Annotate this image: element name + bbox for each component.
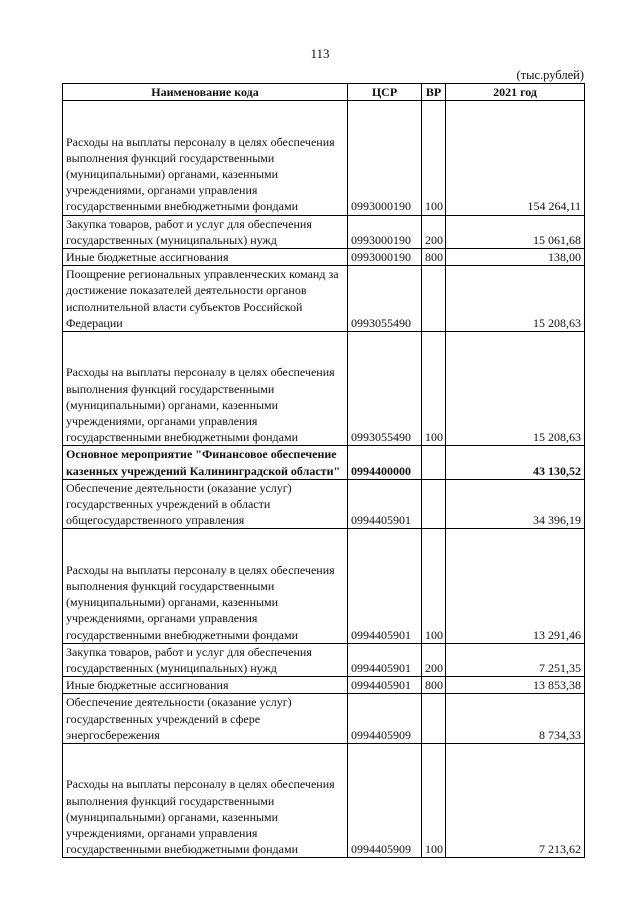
row-csr: 0993000190 — [348, 101, 422, 215]
table-header-row — [63, 84, 585, 101]
row-amount: 34 396,19 — [446, 479, 585, 529]
budget-table — [62, 83, 585, 858]
header-csr: ЦСР — [348, 84, 422, 101]
row-name-cell — [63, 249, 348, 266]
row-csr: 0994405901 — [348, 677, 422, 694]
table-body — [63, 101, 585, 858]
row-csr: 0993000190 — [348, 249, 422, 266]
row-name-cell — [63, 215, 348, 248]
row-amount: 8 734,33 — [446, 694, 585, 744]
row-vr — [422, 479, 446, 529]
header-vr: ВР — [422, 84, 446, 101]
row-csr: 0993055490 — [348, 266, 422, 332]
row-vr: 100 — [422, 332, 446, 446]
row-csr: 0994405901 — [348, 529, 422, 643]
row-name: Поощрение региональных управленческих команд за достижение показателей деятельности органов исполнительной власти субъектов Российской Федерации — [66, 267, 339, 330]
header-amount: 2021 год — [446, 84, 585, 101]
row-name: Обеспечение деятельности (оказание услуг) государственных учреждений в области общегосударственного управления — [66, 480, 292, 528]
table-row — [63, 266, 585, 332]
row-name-cell — [63, 446, 348, 479]
units-label: (тыс.рублей) — [516, 68, 584, 82]
row-csr: 0994405901 — [348, 479, 422, 529]
row-name-cell — [63, 529, 348, 643]
table-row — [63, 744, 585, 858]
row-amount: 13 291,46 — [446, 529, 585, 643]
row-name: Иные бюджетные ассигнования — [66, 678, 229, 693]
row-name: Расходы на выплаты персоналу в целях обеспечения выполнения функций государственными (муниципальными) органами, казенными учреждениями, органами управления государственными внебюджетными фондами — [66, 365, 335, 445]
row-csr: 0993000190 — [348, 215, 422, 248]
row-amount: 15 208,63 — [446, 332, 585, 446]
row-vr: 100 — [422, 744, 446, 858]
row-name: Расходы на выплаты персоналу в целях обеспечения выполнения функций государственными (муниципальными) органами, казенными учреждениями, органами управления государственными внебюджетными фондами — [66, 777, 335, 857]
row-amount: 138,00 — [446, 249, 585, 266]
row-name-cell — [63, 744, 348, 858]
row-name-cell — [63, 332, 348, 446]
row-csr: 0994400000 — [348, 446, 422, 479]
row-amount: 154 264,11 — [446, 101, 585, 215]
row-vr — [422, 694, 446, 744]
row-vr: 100 — [422, 101, 446, 215]
table-row — [63, 215, 585, 248]
row-name: Иные бюджетные ассигнования — [66, 250, 229, 265]
table-row — [63, 101, 585, 215]
row-name: Закупка товаров, работ и услуг для обеспечения государственных (муниципальных) нужд — [66, 644, 312, 676]
row-name: Расходы на выплаты персоналу в целях обеспечения выполнения функций государственными (муниципальными) органами, казенными учреждениями, органами управления государственными внебюджетными фондами — [66, 134, 335, 214]
row-spacer — [66, 529, 344, 561]
row-amount: 7 251,35 — [446, 643, 585, 676]
table-row — [63, 479, 585, 529]
row-name-cell — [63, 101, 348, 215]
row-spacer — [66, 332, 344, 364]
row-csr: 0994405909 — [348, 744, 422, 858]
row-vr: 100 — [422, 529, 446, 643]
row-name: Закупка товаров, работ и услуг для обеспечения государственных (муниципальных) нужд — [66, 216, 312, 247]
row-vr: 800 — [422, 677, 446, 694]
page-number: 113 — [310, 46, 330, 61]
row-amount: 43 130,52 — [446, 446, 585, 479]
row-csr: 0994405909 — [348, 694, 422, 744]
table-row — [63, 694, 585, 744]
row-name: Основное мероприятие "Финансовое обеспечение казенных учреждений Калининградской области" — [66, 447, 341, 478]
table-row — [63, 446, 585, 479]
row-vr: 800 — [422, 249, 446, 266]
row-spacer — [66, 744, 344, 776]
row-name-cell — [63, 643, 348, 676]
row-vr — [422, 266, 446, 332]
table-row — [63, 249, 585, 266]
row-amount: 15 208,63 — [446, 266, 585, 332]
table-row — [63, 643, 585, 676]
row-csr: 0994405901 — [348, 643, 422, 676]
row-name-cell — [63, 479, 348, 529]
row-name-cell — [63, 694, 348, 744]
row-name-cell — [63, 677, 348, 694]
row-amount: 13 853,38 — [446, 677, 585, 694]
row-vr — [422, 446, 446, 479]
row-vr: 200 — [422, 643, 446, 676]
row-amount: 7 213,62 — [446, 744, 585, 858]
row-amount: 15 061,68 — [446, 215, 585, 248]
table-row — [63, 677, 585, 694]
row-csr: 0993055490 — [348, 332, 422, 446]
table-row — [63, 529, 585, 643]
row-vr: 200 — [422, 215, 446, 248]
row-name: Обеспечение деятельности (оказание услуг) государственных учреждений в сфере энергосбережения — [66, 695, 292, 742]
table-row — [63, 332, 585, 446]
header-name: Наименование кода — [63, 84, 348, 101]
row-name: Расходы на выплаты персоналу в целях обеспечения выполнения функций государственными (муниципальными) органами, казенными учреждениями, органами управления государственными внебюджетными фондами — [66, 562, 335, 642]
row-spacer — [66, 101, 344, 133]
row-name-cell — [63, 266, 348, 332]
